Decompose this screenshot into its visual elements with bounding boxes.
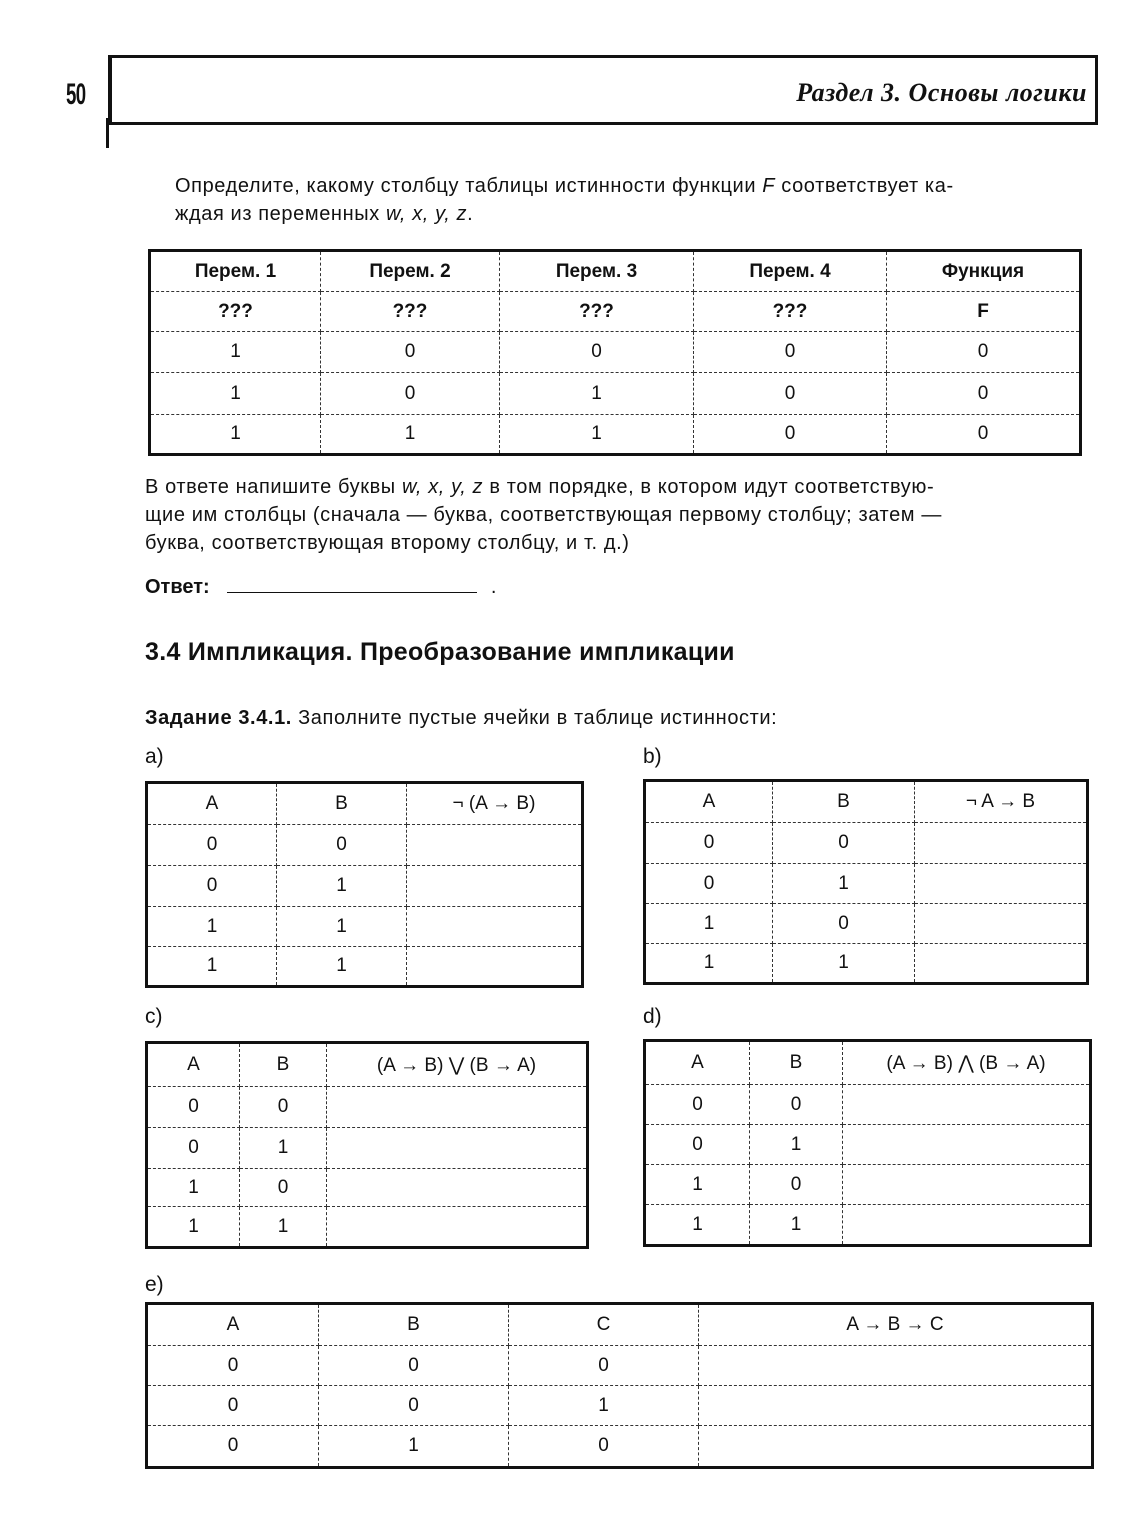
function-symbol: F: [762, 175, 776, 197]
table-cell: 0: [319, 1346, 509, 1386]
header-cell: A: [147, 783, 277, 825]
table-row: [150, 373, 1081, 415]
table-row: [645, 1085, 1091, 1125]
table-header-row: [645, 1041, 1091, 1085]
table-a-label: a): [145, 745, 164, 768]
header-cell: C: [509, 1304, 699, 1346]
table-header-row: [147, 1304, 1093, 1346]
header-cell: A: [147, 1304, 319, 1346]
table-row: [150, 332, 1081, 373]
table-row: [147, 1207, 588, 1248]
header-cell: B: [750, 1041, 843, 1085]
answer-cell[interactable]: [407, 866, 583, 907]
table-cell: 0: [240, 1087, 327, 1128]
table-cell: 1: [150, 332, 321, 373]
table-cell: 0: [147, 825, 277, 866]
table-cell: 0: [645, 1085, 750, 1125]
answer-cell[interactable]: [915, 904, 1088, 944]
table-cell: 1: [277, 907, 407, 947]
truth-table-variables: [148, 249, 1082, 456]
table-cell: 0: [147, 1386, 319, 1426]
page-number: 50: [66, 78, 86, 111]
answer-cell[interactable]: [915, 823, 1088, 864]
task-label: Задание 3.4.1.: [145, 707, 292, 729]
header-cell: B: [240, 1043, 327, 1087]
table-row: [645, 1205, 1091, 1246]
table-cell: 0: [887, 415, 1081, 455]
header-cell: ¬ (A → B): [407, 783, 583, 825]
answer-cell[interactable]: [915, 864, 1088, 904]
table-cell: 0: [694, 332, 887, 373]
intro-text-4: .: [467, 203, 474, 225]
table-cell: 1: [240, 1207, 327, 1248]
instruction-paragraph: [145, 473, 1095, 557]
table-cell: 1: [150, 373, 321, 415]
header-cell: (A → B) ⋁ (B → A): [327, 1043, 588, 1087]
answer-cell[interactable]: [407, 907, 583, 947]
table-e-label: e): [145, 1273, 164, 1296]
answer-cell[interactable]: [407, 825, 583, 866]
table-row: [645, 823, 1088, 864]
table-row: [147, 1169, 588, 1207]
truth-table-b: [643, 779, 1089, 985]
table-cell: 1: [147, 1169, 240, 1207]
truth-table-d: [643, 1039, 1092, 1247]
answer-cell[interactable]: [843, 1205, 1091, 1246]
section-header-title: Раздел 3. Основы логики: [796, 78, 1087, 107]
task-text: Заполните пустые ячейки в таблице истинности:: [291, 707, 778, 729]
table-cell: 1: [150, 415, 321, 455]
table-row: [645, 1125, 1091, 1165]
table-cell: 0: [645, 864, 773, 904]
table-cell: 0: [694, 373, 887, 415]
table-cell: 0: [645, 823, 773, 864]
answer-cell[interactable]: [843, 1085, 1091, 1125]
header-cell: B: [277, 783, 407, 825]
table-row: [645, 1165, 1091, 1205]
header-cell: A → B → C: [699, 1304, 1093, 1346]
table-cell: 1: [500, 415, 694, 455]
table-row: [147, 866, 583, 907]
header-cell: (A → B) ⋀ (B → A): [843, 1041, 1091, 1085]
header-cell: ¬ A → B: [915, 781, 1088, 823]
table-header-row: [645, 781, 1088, 823]
table-cell: 0: [277, 825, 407, 866]
table-cell: 0: [750, 1165, 843, 1205]
answer-cell[interactable]: [407, 947, 583, 987]
answer-label: Ответ:: [145, 576, 210, 598]
table-cell: 1: [509, 1386, 699, 1426]
table-row: [147, 1087, 588, 1128]
instruction-text-2: в том порядке, в котором идут соответствую-: [483, 476, 935, 498]
header-cell: Перем. 3: [500, 251, 694, 292]
table-row: [645, 904, 1088, 944]
table-cell: 1: [240, 1128, 327, 1169]
answer-cell[interactable]: [327, 1207, 588, 1248]
table-cell: 1: [147, 947, 277, 987]
answer-cell[interactable]: [327, 1128, 588, 1169]
table-header-row: [147, 783, 583, 825]
answer-cell[interactable]: [699, 1426, 1093, 1468]
table-cell: ???: [500, 292, 694, 332]
table-cell: ???: [694, 292, 887, 332]
table-cell: F: [887, 292, 1081, 332]
table-row: [147, 1128, 588, 1169]
table-cell: 0: [147, 1426, 319, 1468]
table-cell: 1: [319, 1426, 509, 1468]
table-cell: ???: [150, 292, 321, 332]
table-cell: 1: [645, 1165, 750, 1205]
section-title: 3.4 Импликация. Преобразование импликации: [145, 638, 735, 666]
table-cell: 1: [750, 1205, 843, 1246]
intro-text-1: Определите, какому столбцу таблицы истинности функции: [175, 175, 763, 197]
table-cell: 1: [277, 866, 407, 907]
table-row: [645, 944, 1088, 984]
table-cell: 0: [321, 332, 500, 373]
table-cell: 0: [240, 1169, 327, 1207]
answer-row: [145, 572, 496, 599]
table-cell: 0: [147, 1346, 319, 1386]
table-cell: 1: [321, 415, 500, 455]
table-b-label: b): [643, 745, 662, 768]
table-cell: 0: [750, 1085, 843, 1125]
table-cell: 1: [277, 947, 407, 987]
header-cell: A: [645, 1041, 750, 1085]
table-cell: 0: [147, 1128, 240, 1169]
table-d-label: d): [643, 1005, 662, 1028]
table-cell: 1: [147, 1207, 240, 1248]
table-cell: 0: [509, 1426, 699, 1468]
table-cell: 0: [694, 415, 887, 455]
header-cell: A: [147, 1043, 240, 1087]
table-cell: 1: [147, 907, 277, 947]
table-cell: 1: [500, 373, 694, 415]
table-cell: 0: [147, 1087, 240, 1128]
table-row: [147, 907, 583, 947]
instruction-text-3: щие им столбцы (сначала — буква, соответствующая первому столбцу; затем —: [145, 504, 942, 526]
intro-paragraph: [175, 172, 1095, 228]
table-cell: 0: [319, 1386, 509, 1426]
table-cell: 0: [887, 373, 1081, 415]
table-row: [150, 292, 1081, 332]
table-row: [147, 947, 583, 987]
header-divider: [106, 118, 109, 148]
answer-cell[interactable]: [699, 1346, 1093, 1386]
answer-field[interactable]: [227, 572, 477, 593]
table-cell: 0: [645, 1125, 750, 1165]
task-line: [145, 704, 777, 732]
header-cell: Перем. 1: [150, 251, 321, 292]
header-cell: Перем. 2: [321, 251, 500, 292]
table-row: [645, 864, 1088, 904]
table-c-label: c): [145, 1005, 163, 1028]
truth-table-c: [145, 1041, 589, 1249]
header-cell: Перем. 4: [694, 251, 887, 292]
table-row: [147, 1426, 1093, 1468]
table-cell: 1: [750, 1125, 843, 1165]
table-cell: 1: [773, 864, 915, 904]
header-cell: A: [645, 781, 773, 823]
table-cell: 0: [147, 866, 277, 907]
header-cell: Функция: [887, 251, 1081, 292]
answer-cell[interactable]: [915, 944, 1088, 984]
table-cell: 1: [645, 1205, 750, 1246]
table-cell: ???: [321, 292, 500, 332]
answer-cell[interactable]: [843, 1165, 1091, 1205]
answer-period: .: [490, 576, 497, 598]
truth-table-e: [145, 1302, 1094, 1469]
table-row: [150, 415, 1081, 455]
table-cell: 1: [773, 944, 915, 984]
table-row: [147, 1386, 1093, 1426]
table-cell: 0: [509, 1346, 699, 1386]
truth-table-a: [145, 781, 584, 988]
variable-list: w, x, y, z: [401, 476, 484, 498]
intro-text-2: соответствует ка-: [775, 175, 954, 197]
table-cell: 1: [645, 904, 773, 944]
table-header-row: [147, 1043, 588, 1087]
intro-text-3: ждая из переменных: [175, 203, 386, 225]
instruction-text-4: буква, соответствующая второму столбцу, и т. д.): [145, 532, 630, 554]
table-cell: 0: [500, 332, 694, 373]
table-header-row: [150, 251, 1081, 292]
table-cell: 0: [887, 332, 1081, 373]
answer-cell[interactable]: [699, 1386, 1093, 1426]
table-cell: 0: [773, 823, 915, 864]
answer-cell[interactable]: [327, 1087, 588, 1128]
instruction-text-1: В ответе напишите буквы: [145, 476, 402, 498]
table-cell: 0: [321, 373, 500, 415]
table-row: [147, 1346, 1093, 1386]
table-cell: 1: [645, 944, 773, 984]
answer-cell[interactable]: [843, 1125, 1091, 1165]
header-cell: B: [319, 1304, 509, 1346]
answer-cell[interactable]: [327, 1169, 588, 1207]
header-cell: B: [773, 781, 915, 823]
variable-list: w, x, y, z: [385, 203, 468, 225]
table-row: [147, 825, 583, 866]
table-cell: 0: [773, 904, 915, 944]
